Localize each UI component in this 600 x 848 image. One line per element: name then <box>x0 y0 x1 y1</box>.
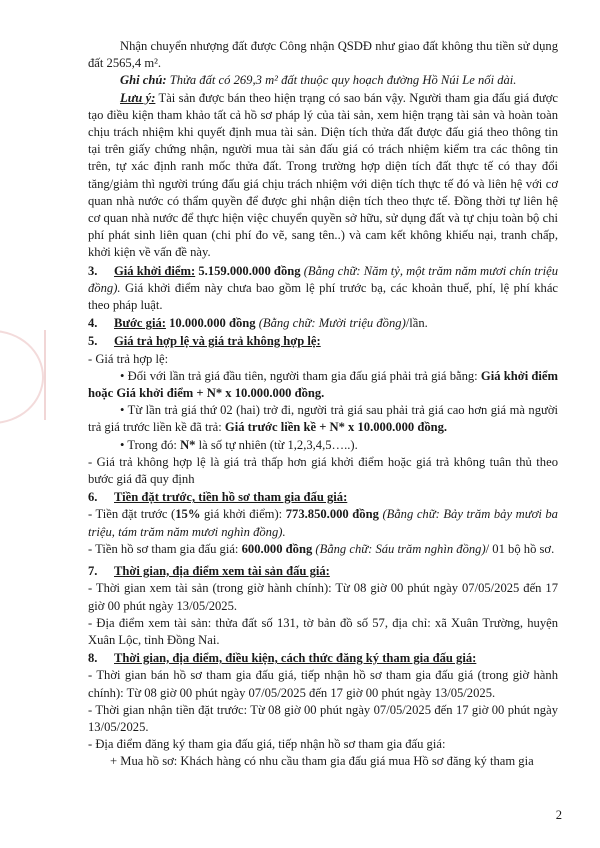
caution-paragraph <box>88 90 558 262</box>
document-body <box>88 38 558 771</box>
section-7-number: 7. <box>88 564 98 579</box>
registration-place-line: - Địa điểm đăng ký tham gia đấu giá, tiếp nhận hồ sơ tham gia đấu giá: <box>88 737 446 752</box>
deposit-line <box>88 506 558 540</box>
section-3-title: Giá khởi điểm: <box>114 263 196 278</box>
section-5 <box>88 333 558 350</box>
page-number: 2 <box>555 808 562 822</box>
intro-line: Nhận chuyển nhượng đất được Công nhận QSDĐ như giao đất không thu tiền sử dụng đất 2565,4 m². <box>88 39 558 71</box>
spacer <box>88 558 558 562</box>
bullet-first-bid-formula: Giá khởi điểm hoặc Giá khởi điểm + N* x 10.000.000 đồng. <box>88 368 559 401</box>
section-4-title: Bước giá: <box>114 316 166 331</box>
deposit-time-line: - Thời gian nhận tiền đặt trước: Từ 08 giờ 00 phút ngày 07/05/2025 đến 17 giờ 00 phút ngày 13/05/2025. <box>88 702 558 734</box>
section-7-title: Thời gian, địa điểm xem tài sản đấu giá: <box>114 564 330 579</box>
bullet-next-bid-text: • Từ lần trả giá thứ 02 (hai) trở đi, người trả giá sau phải trả giá cao hơn giá mà người trả giá trước liền kề đã trả: <box>88 403 558 435</box>
bullet-where-rest: là số tự nhiên (từ 1,2,3,4,5…..). <box>195 437 358 452</box>
note-paragraph <box>88 72 558 89</box>
section-4-number: 4. <box>88 316 98 331</box>
seal-ring <box>0 330 44 424</box>
section-8 <box>88 650 558 667</box>
section-6 <box>88 489 558 506</box>
section-5-number: 5. <box>88 334 98 349</box>
section-8-number: 8. <box>88 651 98 666</box>
section-6-title: Tiền đặt trước, tiền hồ sơ tham gia đấu giá: <box>114 490 348 505</box>
dossier-fee-line <box>88 541 558 558</box>
caution-label: Lưu ý: <box>120 90 156 105</box>
bullet-first-bid-text: • Đối với lần trả giá đầu tiên, người tham gia đấu giá phải trả giá bằng: <box>120 368 481 383</box>
valid-bid-heading: - Giá trả hợp lệ: <box>88 351 169 366</box>
bullet-next-bid-formula: Giá trước liền kề + N* x 10.000.000 đồng. <box>224 420 448 435</box>
dossier-time-line: - Thời gian bán hồ sơ tham gia đấu giá, tiếp nhận hồ sơ tham gia đấu giá (trong giờ hành chính): Từ 08 giờ 00 phút ngày 07/05/2025 đến 17 giờ 00 phút ngày 13/05/2025. <box>88 668 558 700</box>
bullet-where <box>88 437 558 454</box>
deposit-label: - Tiền đặt trước ( <box>88 507 176 522</box>
section-3-number: 3. <box>88 263 98 278</box>
caution-text: Tài sản được bán theo hiện trạng có sao bán vậy. Người tham gia đấu giá được tạo điều kiện tham khảo tất cả hồ sơ pháp lý của tài sản, xem hiện trạng tài sản và hoàn toàn chịu trách nhiệm khi quyết định mua tài sản. Diện tích thửa đất được đấu giá theo thông tin tại trên giấy chứng nhận, người mua tài sản đấu giá có trách nhiệm kiểm tra các thông tin trên, tự xác định ranh mốc thửa đất. Trong trường hợp diện tích đất thực tế có thay đổi tăng/giảm thì người trúng đấu giá chịu trách nhiệm với diện tích thực tế đó và liên hệ với cơ quan nhà nước có thẩm quyền để được ghi nhận diện tích theo thực tế. Đồng thời tự liên hệ cơ quan nhà nước để thực hiện việc chuyển quyền sở hữu, sử dụng đất và tự chịu toàn bộ chi phí phát sinh liên quan (chi phí đo vẽ, sang tên..) và cam kết không khiếu nại, tranh chấp, khởi kiện về vấn đề này. <box>88 90 558 260</box>
section-5-title: Giá trả hợp lệ và giá trả không hợp lệ: <box>114 334 321 349</box>
note-text: Thửa đất có 269,3 m² đất thuộc quy hoạch đường Hồ Núi Le nối dài. <box>166 73 517 88</box>
bullet-next-bid <box>88 402 558 436</box>
dossier-fee-value: 600.000 đồng <box>241 541 313 556</box>
dossier-fee-label: - Tiền hồ sơ tham gia đấu giá: <box>88 541 242 556</box>
dossier-fee-suffix: / 01 bộ hồ sơ. <box>485 541 555 556</box>
dossier-fee-words: (Bằng chữ: Sáu trăm nghìn đồng) <box>312 541 486 556</box>
seal-stamp-edge <box>0 330 46 420</box>
note-label: Ghi chú: <box>120 73 167 88</box>
section-6-number: 6. <box>88 490 98 505</box>
viewing-time-line: - Thời gian xem tài sản (trong giờ hành chính): Từ 08 giờ 00 phút ngày 07/05/2025 đến 17 giờ 00 phút ngày 13/05/2025. <box>88 581 558 613</box>
starting-price-words: (Bằng chữ: Năm tỷ, một trăm năm mươi chín triệu đồng). <box>88 263 558 295</box>
bid-step-suffix: /lần. <box>405 316 428 331</box>
section-7 <box>88 563 558 580</box>
bullet-where-n: N* <box>180 437 196 452</box>
deposit-words: (Bằng chữ: Bảy trăm bảy mươi ba triệu, tám trăm năm mươi nghìn đồng). <box>88 507 558 539</box>
deposit-percent: 15% <box>175 507 201 522</box>
starting-price-note: Giá khởi điểm này chưa bao gồm lệ phí trước bạ, các khoản thuế, phí, lệ phí khác theo pháp luật. <box>88 280 558 313</box>
invalid-bid-line: - Giá trả không hợp lệ là giá trả thấp hơn giá khởi điểm hoặc giá trả không tuân thủ theo bước giá đã quy định <box>88 454 558 487</box>
starting-price-value: 5.159.000.000 đồng <box>195 263 301 278</box>
bullet-first-bid <box>88 368 558 402</box>
viewing-place-line: - Địa điểm xem tài sản: thửa đất số 131, tờ bản đồ số 57, địa chỉ: xã Xuân Trường, huyện Xuân Lộc, tỉnh Đồng Nai. <box>88 615 558 647</box>
section-8-title: Thời gian, địa điểm, điều kiện, cách thức đăng ký tham gia đấu giá: <box>114 651 477 666</box>
deposit-value: 773.850.000 đồng <box>285 507 379 522</box>
section-3 <box>88 263 558 315</box>
bid-step-words: (Bằng chữ: Mười triệu đồng) <box>255 316 406 331</box>
buy-dossier-line: + Mua hồ sơ: Khách hàng có nhu cầu tham gia đấu giá mua Hồ sơ đăng ký tham gia <box>110 754 534 769</box>
deposit-mid: giá khởi điểm): <box>200 507 286 522</box>
section-4 <box>88 315 558 332</box>
bid-step-value: 10.000.000 đồng <box>165 316 256 331</box>
bullet-where-text: • Trong đó: <box>120 437 181 452</box>
